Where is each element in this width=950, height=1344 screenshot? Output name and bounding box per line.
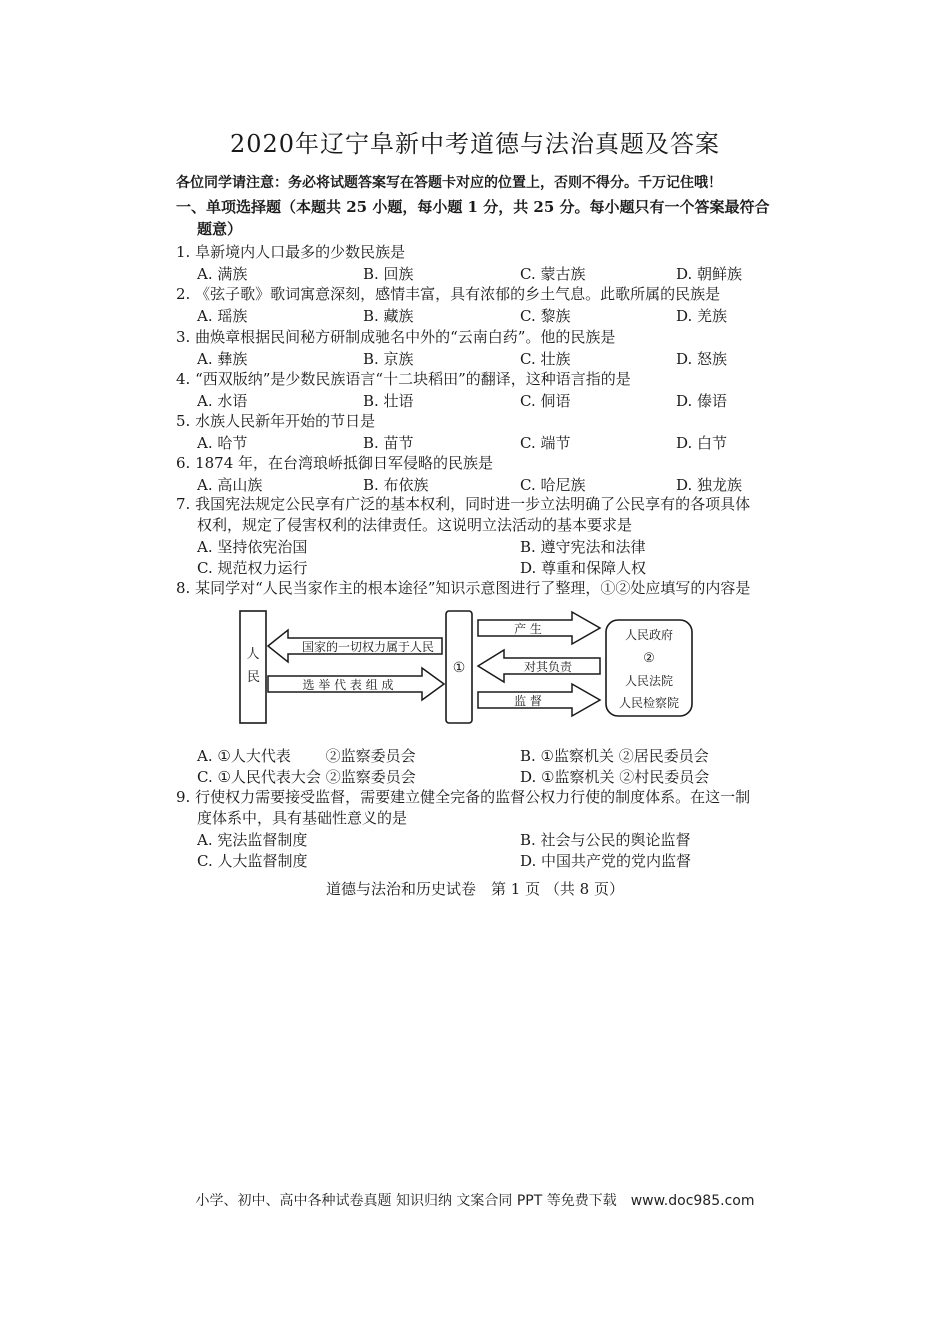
- option-a: A. 彝族: [197, 350, 248, 368]
- organ-court: 人民法院: [624, 674, 674, 688]
- option-c: C. 黎族: [520, 307, 571, 325]
- arrow-elect-label: 选 举 代 表 组 成: [302, 678, 394, 692]
- question-7-stem-line1: 7. 我国宪法规定公民享有广泛的基本权利，同时进一步立法明确了公民享有的各项具体: [176, 495, 751, 513]
- organ-government: 人民政府: [624, 628, 674, 642]
- option-a: A. 坚持依宪治国: [197, 538, 308, 556]
- question-9-stem-line2: 度体系中，具有基础性意义的是: [197, 809, 408, 827]
- option-c: C. 人大监督制度: [197, 852, 308, 870]
- people-label-1: 人: [246, 647, 260, 662]
- option-d: D. 怒族: [676, 350, 728, 368]
- question-4-options: [197, 390, 777, 411]
- option-d: D. 独龙族: [676, 476, 743, 494]
- page-title: 2020年辽宁阜新中考道德与法治真题及答案: [229, 130, 721, 158]
- people-label-2: 民: [247, 670, 261, 685]
- question-6-stem: 6. 1874 年，在台湾琅峤抵御日军侵略的民族是: [176, 454, 494, 472]
- option-d: D. ①监察机关 ②村民委员会: [520, 768, 710, 786]
- option-d: D. 傣语: [676, 392, 728, 410]
- question-7-options-row1: [197, 536, 777, 557]
- question-7-stem-line2: 权利，规定了侵害权利的法律责任。这说明立法活动的基本要求是: [197, 516, 633, 534]
- option-b: B. 苗节: [363, 434, 414, 452]
- option-d: D. 羌族: [676, 307, 728, 325]
- arrow-produce-label: 产 生: [514, 622, 542, 636]
- option-d: D. 朝鲜族: [676, 265, 743, 283]
- option-a: A. 哈节: [197, 434, 248, 452]
- question-9-stem-line1: 9. 行使权力需要接受监督，需要建立健全完备的监督公权力行使的制度体系。在这一制: [176, 788, 751, 806]
- question-7-stem: [176, 494, 750, 536]
- question-2-options: [197, 305, 777, 326]
- option-a: A. 满族: [197, 265, 248, 283]
- option-b: B. 布依族: [363, 476, 429, 494]
- arrow-supervise-label: 监 督: [514, 694, 542, 708]
- question-8-options-row2: [197, 766, 777, 787]
- option-a: A. 高山族: [197, 476, 263, 494]
- option-a: A. 瑶族: [197, 307, 248, 325]
- question-5-stem: 5. 水族人民新年开始的节日是: [176, 412, 376, 430]
- organ-procuratorate: 人民检察院: [618, 696, 680, 710]
- option-a: A. ①人大代表 ②监察委员会: [197, 747, 416, 765]
- question-9-options-row2: [197, 850, 777, 871]
- option-c: C. 壮族: [520, 350, 571, 368]
- option-c: C. ①人民代表大会 ②监察委员会: [197, 768, 416, 786]
- option-b: B. ①监察机关 ②居民委员会: [520, 747, 709, 765]
- question-4-stem: 4. “西双版纳”是少数民族语言“十二块稻田”的翻译，这种语言指的是: [176, 370, 631, 388]
- option-c: C. 规范权力运行: [197, 559, 308, 577]
- question-8-stem: 8. 某同学对“人民当家作主的根本途径”知识示意图进行了整理，①②处应填写的内容是: [176, 579, 751, 597]
- option-a: A. 水语: [197, 392, 248, 410]
- option-b: B. 京族: [363, 350, 414, 368]
- option-c: C. 侗语: [520, 392, 571, 410]
- question-3-options: [197, 348, 777, 369]
- section-heading: [176, 196, 786, 240]
- question-2-stem: 2. 《弦子歌》歌词寓意深刻，感情丰富，具有浓郁的乡土气息。此歌所属的民族是: [176, 285, 721, 303]
- option-b: B. 壮语: [363, 392, 414, 410]
- question-8-diagram: [230, 606, 710, 736]
- section-heading-line2: 题意）: [197, 220, 243, 238]
- option-c: C. 端节: [520, 434, 571, 452]
- question-8-options-row1: [197, 745, 777, 766]
- option-a: A. 宪法监督制度: [197, 831, 308, 849]
- arrow-responsible-label: 对其负责: [523, 660, 573, 674]
- question-3-stem: 3. 曲焕章根据民间秘方研制成驰名中外的“云南白药”。他的民族是: [176, 328, 616, 346]
- center-label: ①: [452, 660, 466, 676]
- question-9-stem: [176, 787, 750, 829]
- option-d: D. 尊重和保障人权: [520, 559, 647, 577]
- option-b: B. 回族: [363, 265, 414, 283]
- organ-placeholder-2: ②: [643, 651, 655, 666]
- question-5-options: [197, 432, 777, 453]
- option-d: D. 中国共产党的党内监督: [520, 852, 692, 870]
- option-b: B. 藏族: [363, 307, 414, 325]
- question-1-stem: 1. 阜新境内人口最多的少数民族是: [176, 243, 406, 261]
- section-heading-line1: 一、单项选择题（本题共 25 小题，每小题 1 分，共 25 分。每小题只有一个答案最符合: [176, 198, 770, 216]
- question-1-options: [197, 263, 777, 284]
- download-banner: 小学、初中、高中各种试卷真题 知识归纳 文案合同 PPT 等免费下载 www.doc985.com: [195, 1193, 755, 1209]
- exam-notice: 各位同学请注意：务必将试题答案写在答题卡对应的位置上，否则不得分。千万记住哦！: [176, 175, 722, 191]
- arrow-power-label: 国家的一切权力属于人民: [301, 640, 435, 654]
- option-c: C. 哈尼族: [520, 476, 586, 494]
- page-footer: 道德与法治和历史试卷 第 1 页 （共 8 页）: [326, 880, 624, 898]
- question-7-options-row2: [197, 557, 777, 578]
- option-b: B. 社会与公民的舆论监督: [520, 831, 691, 849]
- option-b: B. 遵守宪法和法律: [520, 538, 646, 556]
- option-c: C. 蒙古族: [520, 265, 586, 283]
- option-d: D. 白节: [676, 434, 728, 452]
- question-9-options-row1: [197, 829, 777, 850]
- question-6-options: [197, 474, 777, 495]
